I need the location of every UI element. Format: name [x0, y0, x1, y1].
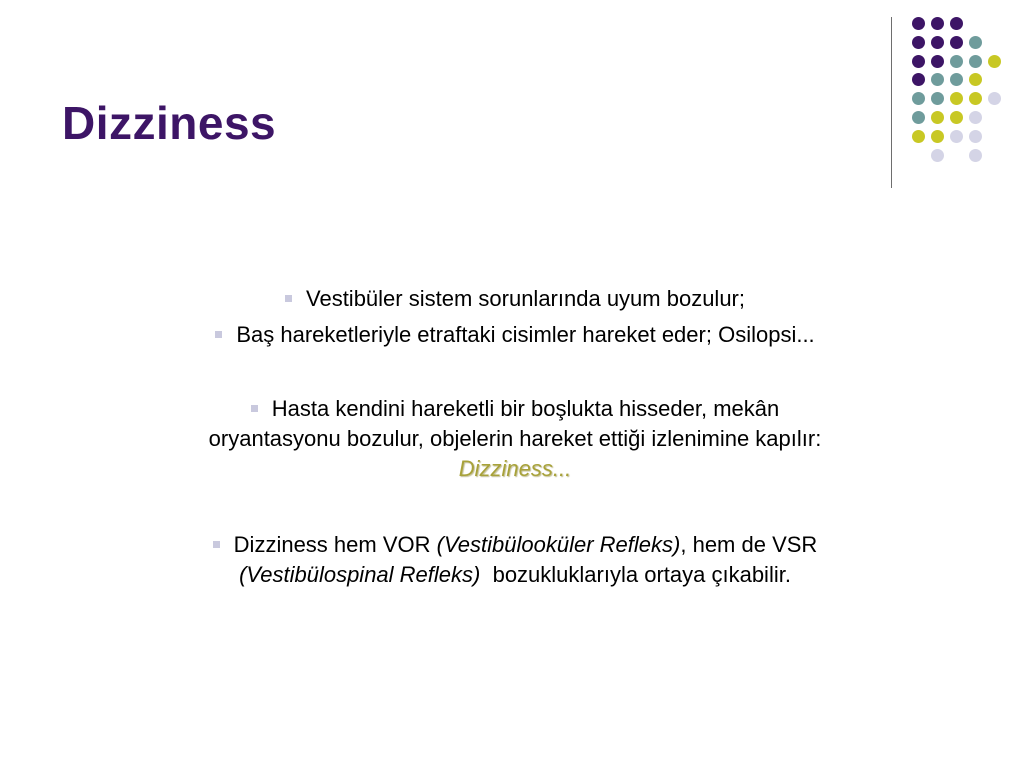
bullet-text: , hem de VSR — [680, 532, 818, 557]
bullet-text: bozukluklarıyla ortaya çıkabilir. — [480, 562, 791, 587]
bullet-marker — [213, 541, 220, 548]
italic-term-vsr: (Vestibülospinal Refleks) — [239, 562, 481, 587]
bullet-marker — [215, 331, 222, 338]
bullet-text: Vestibüler sistem sorunlarında uyum bozulur; — [306, 286, 745, 311]
bullet-text: Hasta kendini hareketli bir boşlukta hisseder, mekân — [271, 396, 780, 421]
bullet-text: Baş hareketleriyle etraftaki cisimler hareket eder; Osilopsi... — [236, 322, 815, 347]
bullet-text-continued: oryantasyonu bozulur, objelerin hareket ettiği izlenimine kapılır: — [208, 426, 822, 451]
bullet-item — [120, 394, 910, 484]
italic-term-vor: (Vestibülooküler Refleks) — [436, 532, 681, 557]
bullet-text: Dizziness hem VOR — [233, 532, 437, 557]
highlight-term: Dizziness... — [458, 456, 572, 481]
bullet-item — [120, 320, 910, 350]
bullet-item — [120, 284, 910, 314]
bullet-marker — [251, 405, 258, 412]
bullet-item — [120, 530, 910, 590]
slide-title: Dizziness — [62, 97, 277, 149]
bullet-marker — [285, 295, 292, 302]
